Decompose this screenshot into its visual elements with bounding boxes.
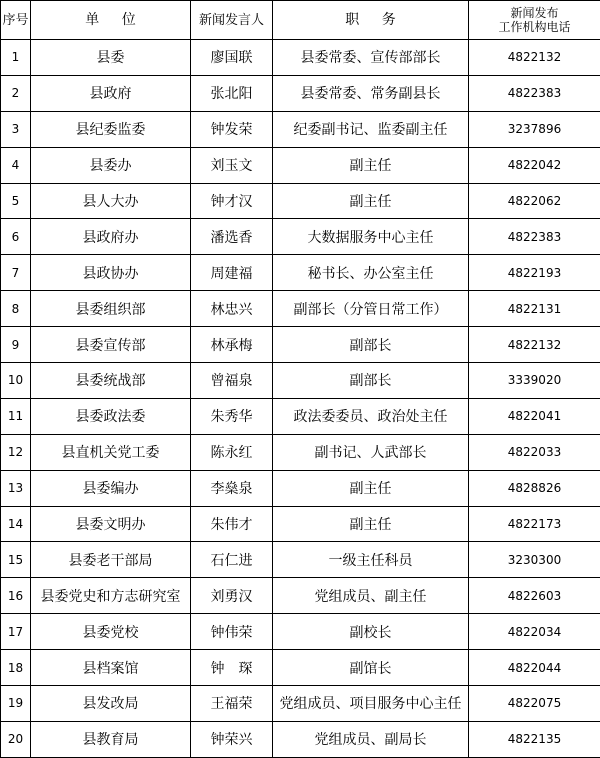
- table-row: [1, 255, 600, 291]
- cell-spokesperson: 周建福: [191, 255, 273, 291]
- table-row: [1, 470, 600, 506]
- cell-unit: 县发改局: [31, 686, 191, 722]
- cell-role: 党组成员、副局长: [273, 721, 469, 757]
- cell-phone: 4822062: [469, 183, 600, 219]
- cell-spokesperson: 钟荣兴: [191, 721, 273, 757]
- cell-spokesperson: 钟 琛: [191, 650, 273, 686]
- cell-num: 15: [1, 542, 31, 578]
- cell-spokesperson: 钟伟荣: [191, 614, 273, 650]
- header-row: [1, 1, 600, 40]
- cell-spokesperson: 张北阳: [191, 75, 273, 111]
- cell-unit: 县委: [31, 40, 191, 76]
- cell-phone: 4822383: [469, 75, 600, 111]
- cell-phone: 4822131: [469, 291, 600, 327]
- cell-phone: 3237896: [469, 111, 600, 147]
- cell-phone: 4822132: [469, 40, 600, 76]
- cell-unit: 县政府: [31, 75, 191, 111]
- cell-num: 13: [1, 470, 31, 506]
- cell-role: 党组成员、副主任: [273, 578, 469, 614]
- cell-num: 7: [1, 255, 31, 291]
- table-row: [1, 686, 600, 722]
- cell-unit: 县直机关党工委: [31, 434, 191, 470]
- cell-unit: 县委办: [31, 147, 191, 183]
- cell-phone: 4822044: [469, 650, 600, 686]
- cell-spokesperson: 王福荣: [191, 686, 273, 722]
- cell-role: 副部长（分管日常工作）: [273, 291, 469, 327]
- cell-num: 20: [1, 721, 31, 757]
- cell-role: 副部长: [273, 327, 469, 363]
- cell-unit: 县委宣传部: [31, 327, 191, 363]
- cell-spokesperson: 陈永红: [191, 434, 273, 470]
- cell-phone: 4822383: [469, 219, 600, 255]
- table-row: [1, 111, 600, 147]
- table-row: [1, 363, 600, 399]
- cell-phone: 4828826: [469, 470, 600, 506]
- cell-role: 副校长: [273, 614, 469, 650]
- table-row: [1, 75, 600, 111]
- cell-role: 县委常委、常务副县长: [273, 75, 469, 111]
- cell-num: 3: [1, 111, 31, 147]
- cell-role: 一级主任科员: [273, 542, 469, 578]
- cell-unit: 县委党史和方志研究室: [31, 578, 191, 614]
- cell-num: 4: [1, 147, 31, 183]
- cell-role: 副部长: [273, 363, 469, 399]
- header-role-b: 务: [382, 12, 396, 28]
- cell-unit: 县委党校: [31, 614, 191, 650]
- cell-unit: 县教育局: [31, 721, 191, 757]
- cell-phone: 4822603: [469, 578, 600, 614]
- cell-num: 12: [1, 434, 31, 470]
- table-row: [1, 219, 600, 255]
- cell-unit: 县委老干部局: [31, 542, 191, 578]
- cell-unit: 县人大办: [31, 183, 191, 219]
- cell-phone: 4822193: [469, 255, 600, 291]
- cell-role: 副馆长: [273, 650, 469, 686]
- table-row: [1, 578, 600, 614]
- cell-spokesperson: 潘选香: [191, 219, 273, 255]
- cell-num: 16: [1, 578, 31, 614]
- cell-spokesperson: 刘勇汉: [191, 578, 273, 614]
- table-header: [1, 1, 600, 40]
- cell-phone: 4822034: [469, 614, 600, 650]
- cell-num: 8: [1, 291, 31, 327]
- table-row: [1, 542, 600, 578]
- cell-role: 秘书长、办公室主任: [273, 255, 469, 291]
- cell-phone: 4822173: [469, 506, 600, 542]
- cell-role: 副主任: [273, 183, 469, 219]
- cell-spokesperson: 刘玉文: [191, 147, 273, 183]
- table-row: [1, 434, 600, 470]
- cell-num: 5: [1, 183, 31, 219]
- cell-spokesperson: 李燊泉: [191, 470, 273, 506]
- cell-role: 党组成员、项目服务中心主任: [273, 686, 469, 722]
- table-body: [1, 40, 600, 758]
- header-phone: [469, 1, 600, 40]
- header-phone-line2: 工作机构电话: [498, 20, 570, 34]
- cell-spokesperson: 钟发荣: [191, 111, 273, 147]
- cell-role: 大数据服务中心主任: [273, 219, 469, 255]
- cell-phone: 4822033: [469, 434, 600, 470]
- cell-unit: 县委政法委: [31, 398, 191, 434]
- cell-spokesperson: 钟才汉: [191, 183, 273, 219]
- cell-role: 纪委副书记、监委副主任: [273, 111, 469, 147]
- cell-phone: 3230300: [469, 542, 600, 578]
- header-phone-line1: 新闻发布: [510, 6, 558, 20]
- cell-phone: 3339020: [469, 363, 600, 399]
- cell-role: 县委常委、宣传部部长: [273, 40, 469, 76]
- header-role-a: 职: [345, 12, 359, 28]
- cell-num: 9: [1, 327, 31, 363]
- cell-role: 副书记、人武部长: [273, 434, 469, 470]
- table-row: [1, 291, 600, 327]
- cell-num: 6: [1, 219, 31, 255]
- table-row: [1, 506, 600, 542]
- cell-role: 副主任: [273, 506, 469, 542]
- table-row: [1, 327, 600, 363]
- cell-spokesperson: 朱秀华: [191, 398, 273, 434]
- header-unit-a: 单: [85, 12, 99, 28]
- cell-spokesperson: 曾福泉: [191, 363, 273, 399]
- cell-unit: 县政协办: [31, 255, 191, 291]
- cell-unit: 县档案馆: [31, 650, 191, 686]
- cell-phone: 4822041: [469, 398, 600, 434]
- cell-spokesperson: 朱伟才: [191, 506, 273, 542]
- cell-num: 2: [1, 75, 31, 111]
- header-unit: [31, 1, 191, 40]
- cell-phone: 4822075: [469, 686, 600, 722]
- table-row: [1, 40, 600, 76]
- table-row: [1, 183, 600, 219]
- cell-spokesperson: 廖国联: [191, 40, 273, 76]
- cell-role: 政法委委员、政治处主任: [273, 398, 469, 434]
- table-row: [1, 650, 600, 686]
- cell-unit: 县委文明办: [31, 506, 191, 542]
- cell-unit: 县委组织部: [31, 291, 191, 327]
- cell-num: 14: [1, 506, 31, 542]
- table-row: [1, 614, 600, 650]
- cell-num: 10: [1, 363, 31, 399]
- header-unit-b: 位: [122, 12, 136, 28]
- cell-unit: 县纪委监委: [31, 111, 191, 147]
- table-row: [1, 398, 600, 434]
- cell-num: 19: [1, 686, 31, 722]
- header-num: 序号: [1, 1, 31, 40]
- cell-unit: 县委统战部: [31, 363, 191, 399]
- cell-phone: 4822132: [469, 327, 600, 363]
- cell-num: 11: [1, 398, 31, 434]
- cell-spokesperson: 林忠兴: [191, 291, 273, 327]
- cell-unit: 县委编办: [31, 470, 191, 506]
- header-role: [273, 1, 469, 40]
- cell-spokesperson: 林承梅: [191, 327, 273, 363]
- cell-num: 1: [1, 40, 31, 76]
- table-row: [1, 721, 600, 757]
- cell-phone: 4822135: [469, 721, 600, 757]
- cell-role: 副主任: [273, 147, 469, 183]
- cell-role: 副主任: [273, 470, 469, 506]
- cell-spokesperson: 石仁进: [191, 542, 273, 578]
- header-spokesperson: 新闻发言人: [191, 1, 273, 40]
- cell-num: 18: [1, 650, 31, 686]
- cell-num: 17: [1, 614, 31, 650]
- cell-phone: 4822042: [469, 147, 600, 183]
- cell-unit: 县政府办: [31, 219, 191, 255]
- table-row: [1, 147, 600, 183]
